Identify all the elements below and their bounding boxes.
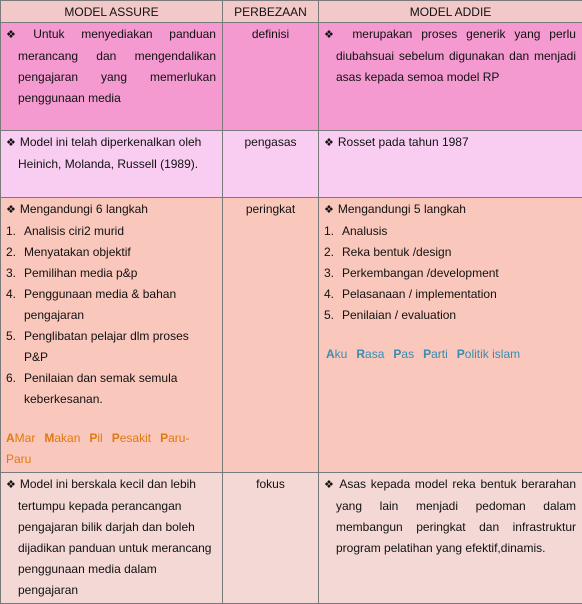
addie-mnemonic: Aku Rasa Pas Parti Politik islam bbox=[324, 344, 576, 365]
diamond-bullet-icon: ❖ bbox=[6, 137, 16, 149]
assure-definisi-text: Untuk menyediakan panduan merancang dan mengendalikan pengajaran yang memerlukan penggunaan media bbox=[18, 27, 216, 105]
diamond-bullet-icon: ❖ bbox=[6, 479, 16, 491]
diamond-bullet-icon: ❖ bbox=[324, 29, 339, 41]
table-row-definisi bbox=[1, 23, 582, 131]
table-row-fokus bbox=[1, 473, 582, 604]
addie-steps-intro: Mengandungi 5 langkah bbox=[338, 202, 466, 216]
diamond-bullet-icon: ❖ bbox=[324, 137, 334, 149]
cell-assure-fokus bbox=[1, 473, 223, 604]
label-fokus: fokus bbox=[223, 473, 318, 495]
list-item: 4. Pelasanaan / implementation bbox=[324, 284, 576, 305]
cell-addie-fokus bbox=[319, 473, 582, 604]
diamond-bullet-icon: ❖ bbox=[324, 479, 335, 491]
assure-fokus-text: Model ini berskala kecil dan lebih tertumpu kepada perancangan pengajaran bilik darjah dan boleh dijadikan panduan untuk merancang penggunaan media dalam pengajaran bbox=[18, 477, 211, 597]
list-item: 3. Perkembangan /development bbox=[324, 263, 576, 284]
cell-label-pengasas bbox=[223, 131, 319, 198]
assure-mnemonic: AMar Makan Pil Pesakit Paru-Paru bbox=[6, 428, 216, 470]
cell-addie-peringkat bbox=[319, 198, 582, 473]
cell-addie-pengasas bbox=[319, 131, 582, 198]
label-pengasas: pengasas bbox=[223, 131, 318, 153]
list-item: 4. Penggunaan media & bahan pengajaran bbox=[6, 284, 216, 326]
cell-assure-definisi bbox=[1, 23, 223, 131]
list-item: 5. Penglibatan pelajar dlm proses P&P bbox=[6, 326, 216, 368]
cell-assure-pengasas bbox=[1, 131, 223, 198]
header-model-addie: MODEL ADDIE bbox=[319, 1, 582, 23]
cell-assure-peringkat bbox=[1, 198, 223, 473]
assure-steps-list bbox=[6, 221, 216, 410]
assure-steps-intro: Mengandungi 6 langkah bbox=[20, 202, 148, 216]
addie-definisi-text: merupakan proses generik yang perlu diubahsuai sebelum digunakan dan menjadi asas kepada semoa model RP bbox=[336, 27, 576, 84]
cell-label-definisi bbox=[223, 23, 319, 131]
addie-steps-list bbox=[324, 221, 576, 326]
table-row-peringkat bbox=[1, 198, 582, 473]
list-item: 5. Penilaian / evaluation bbox=[324, 305, 576, 326]
cell-addie-definisi bbox=[319, 23, 582, 131]
list-item: 2. Reka bentuk /design bbox=[324, 242, 576, 263]
diamond-bullet-icon: ❖ bbox=[6, 204, 16, 216]
table-row-pengasas bbox=[1, 131, 582, 198]
label-peringkat: peringkat bbox=[223, 198, 318, 220]
cell-label-fokus bbox=[223, 473, 319, 604]
label-definisi: definisi bbox=[223, 23, 318, 45]
assure-pengasas-text: Model ini telah diperkenalkan oleh Heinich, Molanda, Russell (1989). bbox=[18, 135, 201, 171]
header-perbezaan: PERBEZAAN bbox=[223, 1, 319, 23]
diamond-bullet-icon: ❖ bbox=[324, 204, 334, 216]
cell-label-peringkat bbox=[223, 198, 319, 473]
list-item: 6. Penilaian dan semak semula keberkesanan. bbox=[6, 368, 216, 410]
addie-fokus-text: Asas kepada model reka bentuk berarahan yang lain menjadi pedoman dalam membangun peringkat dan infrastruktur program pelatihan yang efektif,dinamis. bbox=[336, 477, 576, 555]
list-item: 3. Pemilihan media p&p bbox=[6, 263, 216, 284]
header-row bbox=[1, 1, 582, 23]
list-item: 1. Analusis bbox=[324, 221, 576, 242]
addie-pengasas-text: Rosset pada tahun 1987 bbox=[338, 135, 469, 149]
list-item: 1. Analisis ciri2 murid bbox=[6, 221, 216, 242]
diamond-bullet-icon: ❖ bbox=[6, 29, 29, 41]
header-model-assure: MODEL ASSURE bbox=[1, 1, 223, 23]
list-item: 2. Menyatakan objektif bbox=[6, 242, 216, 263]
